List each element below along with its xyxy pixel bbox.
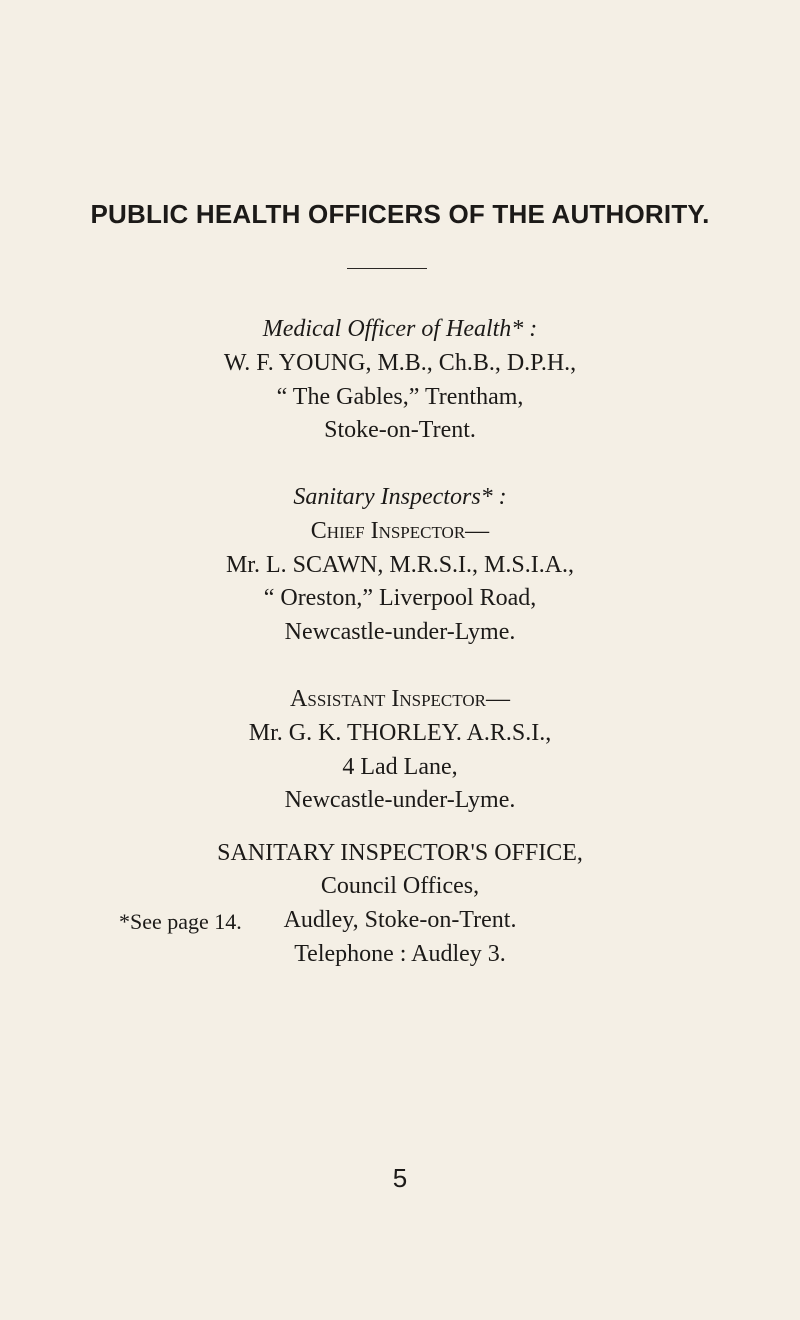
chief-inspector-name: Mr. L. SCAWN, M.R.S.I., M.S.I.A., — [225, 552, 575, 578]
assistant-inspector-address-line-1: 4 Lad Lane, — [342, 754, 458, 780]
sanitary-inspectors-title: Sanitary Inspectors* : — [293, 484, 507, 510]
office-telephone: Telephone : Audley 3. — [294, 941, 506, 967]
chief-inspector-role: Chief Inspector— — [310, 518, 490, 544]
assistant-inspector-address-line-2: Newcastle-under-Lyme. — [284, 787, 516, 813]
medical-officer-name: W. F. YOUNG, M.B., Ch.B., D.P.H., — [223, 350, 577, 376]
office-address-line-2: Audley, Stoke-on-Trent. — [283, 907, 517, 933]
medical-officer-address-line-1: “ The Gables,” Trentham, — [276, 384, 524, 410]
page-number: 5 — [392, 1163, 408, 1193]
office-address-line-1: Council Offices, — [320, 873, 480, 899]
chief-inspector-address-line-1: “ Oreston,” Liverpool Road, — [263, 585, 537, 611]
chief-inspector-address-line-2: Newcastle-under-Lyme. — [284, 619, 516, 645]
page-heading: PUBLIC HEALTH OFFICERS OF THE AUTHORITY. — [90, 199, 710, 229]
assistant-inspector-role: Assistant Inspector— — [290, 686, 510, 712]
heading-divider — [347, 268, 427, 269]
medical-officer-address-line-2: Stoke-on-Trent. — [324, 417, 476, 443]
footnote: *See page 14. — [119, 909, 242, 934]
assistant-inspector-name: Mr. G. K. THORLEY. A.R.S.I., — [248, 720, 552, 746]
medical-officer-title: Medical Officer of Health* : — [262, 316, 538, 342]
office-title: SANITARY INSPECTOR'S OFFICE, — [217, 840, 583, 866]
